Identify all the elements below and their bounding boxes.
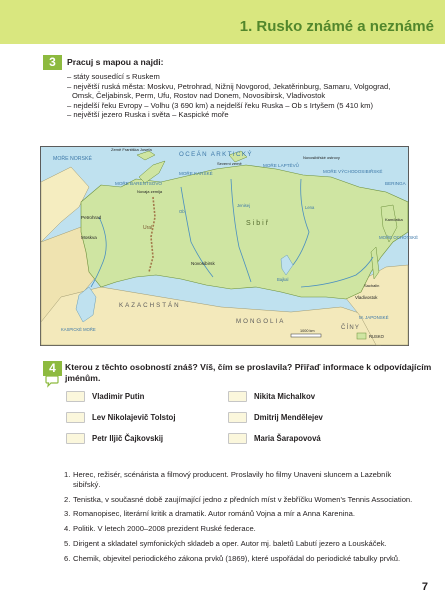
label-petrohrad: Petrohrad (81, 215, 102, 220)
person-item (228, 412, 323, 423)
label-sachalin: Sachalin (364, 283, 380, 288)
scale-bar (291, 334, 321, 337)
exercise-number-4: 4 (43, 361, 62, 376)
label-bering-sea: BERINGA (385, 181, 406, 186)
speech-bubble-icon (45, 375, 59, 387)
label-river-ob: Ob (179, 209, 185, 214)
label-norway-sea: MOŘE NORSKÉ (53, 156, 92, 162)
answer-box[interactable] (228, 412, 247, 423)
description-item (64, 509, 414, 519)
island-zeme-frantiska-josefa (137, 151, 155, 160)
person-name: Dmitrij Mendělejev (254, 413, 323, 422)
label-river-jenisej: Jenisej (237, 203, 251, 208)
description-text: Tenistka, v současné době zaujímající jedno z předních míst v žebříčku Women's Tennis Association. (73, 494, 413, 504)
label-caspian-sea: KASPICKÉ MOŘE (61, 327, 96, 332)
legend-label: RUSKO (369, 334, 384, 339)
exercise-number-3: 3 (43, 55, 62, 70)
answer-box[interactable] (228, 433, 247, 444)
label-moskva: Moskva (81, 235, 97, 240)
answer-box[interactable] (66, 433, 85, 444)
person-name: Nikita Michalkov (254, 392, 316, 401)
description-item (64, 495, 414, 505)
label-severni-zeme: Severní země (217, 161, 242, 166)
task-item: – nejdelší řeku Evropy – Volhu (3 690 km) a nejdelší řeku Ruska – Ob s Irtyšem (5 410 km) (67, 100, 373, 110)
label-sibir: Sibiř (246, 220, 271, 227)
exercise-3-title: Pracuj s mapou a najdi: (67, 57, 164, 67)
label-novosibirsk: Novosibirsk (191, 261, 215, 266)
description-number: 4. (64, 524, 71, 534)
person-name: Maria Šarapovová (254, 434, 321, 443)
person-name: Vladimir Putin (92, 392, 145, 401)
task-item: Omsk, Čeljabinsk, Perm, Ufu, Rostov nad Donem, Novosibirsk, Vladivostok (72, 91, 326, 101)
description-number: 3. (64, 509, 71, 519)
person-item (66, 412, 175, 423)
answer-box[interactable] (228, 391, 247, 402)
label-zeme-frantiska-josefa: Země Františka Josefa (111, 147, 152, 152)
label-novaja-zemlja: Novaja zemlja (137, 189, 163, 194)
person-item (66, 391, 144, 402)
label-bajkal: Bajkal (277, 277, 289, 282)
description-item (64, 470, 414, 490)
description-number: 5. (64, 538, 71, 548)
label-kamcatka: Kamčatka (385, 217, 403, 222)
person-item (66, 433, 163, 444)
label-kazakhstan: KAZACHSTÁN (119, 302, 181, 309)
page-number: 7 (421, 581, 428, 593)
label-barents-sea: MOŘE BARENTSOVO (115, 181, 162, 186)
label-laptev-sea: MOŘE LAPTĚVŮ (263, 163, 299, 168)
russia-map (40, 146, 419, 346)
description-text: Politik. V letech 2000–2008 prezident Ruské federace. (73, 524, 256, 534)
label-river-lena: Lena (305, 205, 315, 210)
task-item: – největší jezero Ruska i světa – Kaspické moře (67, 110, 229, 120)
answer-box[interactable] (66, 412, 85, 423)
description-number: 2. (64, 494, 71, 504)
label-japan-sea: M. JAPONSKÉ (359, 315, 389, 320)
description-item (64, 539, 414, 549)
description-list (64, 470, 414, 568)
scale-label: 1000 km (300, 329, 315, 333)
description-text: Herec, režisér, scénárista a filmový producent. Proslavily ho filmy Unaveni sluncem a Lazebník sibiřský. (73, 470, 392, 490)
task-item: – největší ruská města: Moskvu, Petrohrad, Nižnij Novgorod, Jekatěrinburg, Samaru, Volgograd, (67, 81, 391, 91)
label-vladivostok: Vladivostok (355, 295, 378, 300)
legend-swatch (357, 333, 366, 339)
person-item (228, 391, 315, 402)
description-text: Chemik, objevitel periodického zákona prvků (1869), které uspořádal do periodické tabulky prvků. (73, 553, 401, 563)
label-okhotsk-sea: MOŘE OCHOTSKÉ (379, 235, 419, 240)
answer-box[interactable] (66, 391, 85, 402)
label-kara-sea: MOŘE KARSKÉ (179, 171, 213, 176)
label-ural: Ural (143, 225, 153, 231)
exercise-4-title: Kterou z těchto osobností znáš? Víš, čím se proslavila? Přiřaď informace k odpovídajícím (65, 362, 432, 372)
island-novaja-zemlja (139, 161, 165, 183)
task-item: – státy sousedící s Ruskem (67, 72, 160, 81)
label-novosibirske-ostrovy: Novosibiřské ostrovy (303, 155, 340, 160)
person-name: Lev Nikolajevič Tolstoj (92, 413, 176, 422)
description-text: Romanopisec, literární kritik a dramatik. Autor románů Vojna a mír a Anna Karenina. (73, 509, 355, 519)
task-list (67, 72, 407, 120)
label-china: ČÍNY (341, 325, 361, 331)
description-text: Dirigent a skladatel symfonických skladeb a oper. Autor mj. baletů Labutí jezero a Louskáček. (73, 538, 387, 548)
person-name: Petr Iljič Čajkovskij (92, 434, 164, 443)
description-number: 1. (64, 470, 71, 479)
description-item (64, 554, 414, 564)
description-item (64, 524, 414, 534)
label-mongolia: MONGOLIA (236, 318, 286, 325)
label-arctic-ocean: OCEÁN ARKTICKÝ (179, 151, 253, 158)
exercise-4-title-cont: jménům. (65, 373, 101, 383)
chapter-title: 1. Rusko známé a neznámé (239, 18, 434, 35)
description-number: 6. (64, 553, 71, 563)
map-svg (41, 147, 419, 345)
label-east-siberian-sea: MOŘE VÝCHODOSIBIŘSKÉ (323, 169, 383, 174)
person-item (228, 433, 321, 444)
